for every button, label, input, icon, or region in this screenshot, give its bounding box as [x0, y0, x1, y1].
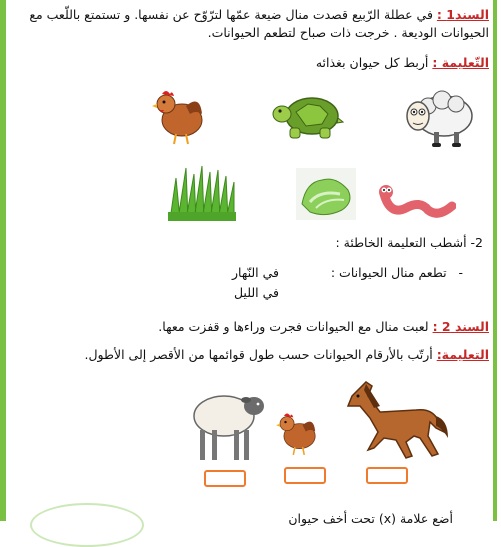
instruction2: [84, 346, 489, 364]
answer-box-hen[interactable]: [284, 467, 326, 484]
task2-question: [331, 264, 463, 282]
task2-text: تطعم منال الحيوانات :: [330, 265, 447, 280]
sanad2-label: السند 2 :: [432, 319, 489, 334]
instruction2-text: أرتّب بالأرقام الحيوانات حسب طول قوائمها من الأقصر إلى الأطول.: [84, 347, 433, 362]
sanad2-text: لعبت منال مع الحيوانات فجرت وراءها و قفزت معها.: [158, 319, 429, 334]
sanad1-line2: الحيوانات الوديعة . خرجت ذات صباح لتطعم الحيوانات.: [207, 25, 489, 40]
sheep-icon-bottom: [190, 384, 268, 464]
decorative-shape: [30, 503, 144, 547]
answer-box-sheep[interactable]: [204, 470, 246, 487]
turtle-icon: [272, 92, 344, 144]
sheep-icon: [398, 88, 476, 150]
lettuce-icon: [296, 168, 356, 220]
instruction1-text: أربط كل حيوان بغذائه: [315, 55, 429, 70]
grass-icon: [166, 164, 238, 222]
instruction2-label: التعليمة:: [436, 347, 489, 362]
hen-icon: [152, 84, 208, 148]
worm-icon: [376, 180, 456, 220]
task3-text: أضع علامة (x) تحت أخف حيوان: [288, 511, 453, 526]
sanad1-text1: في عطلة الرّبيع قصدت منال ضيعة عمّها لترّوّح عن نفسها. و تستمتع باللّعب مع: [29, 7, 433, 22]
sanad1-label: السند1 :: [436, 7, 489, 22]
sanad1-line1: [29, 6, 489, 24]
option-day[interactable]: في النّهار: [231, 265, 279, 280]
answer-box-horse[interactable]: [366, 467, 408, 484]
sanad2: [158, 318, 489, 336]
hen-icon-small: [276, 408, 320, 458]
option-night[interactable]: في الليل: [233, 285, 279, 300]
task2-title: 2- أشطب التعليمة الخاطئة :: [335, 235, 483, 250]
horse-icon: [340, 376, 450, 460]
instruction1: [316, 54, 489, 72]
task2-bullet: -: [458, 265, 463, 280]
instruction1-label: التّعليمة :: [432, 55, 489, 70]
